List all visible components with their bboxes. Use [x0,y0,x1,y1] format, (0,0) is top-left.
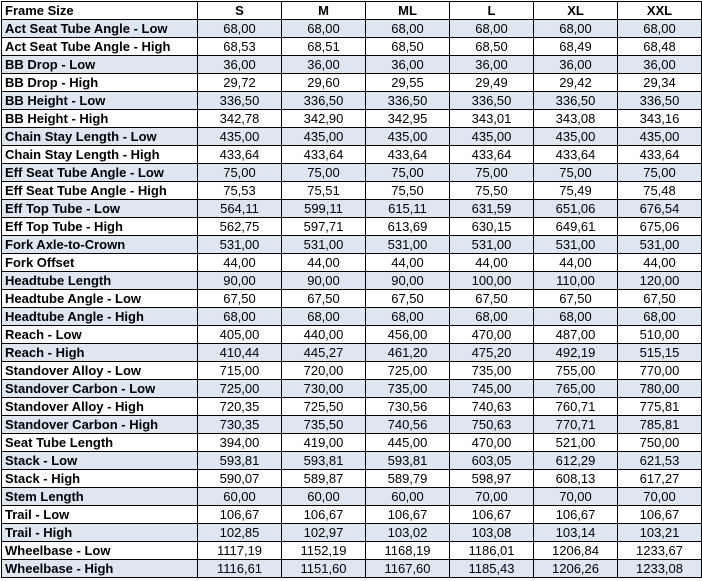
table-cell: 435,00 [450,128,534,146]
row-label: Eff Seat Tube Angle - Low [2,164,198,182]
table-cell: 564,11 [198,200,282,218]
table-cell: 342,90 [282,110,366,128]
table-row [2,362,702,380]
table-cell: 1167,60 [366,560,450,578]
row-label: BB Height - Low [2,92,198,110]
table-cell: 649,61 [534,218,618,236]
table-cell: 75,50 [366,182,450,200]
table-cell: 394,00 [198,434,282,452]
table-cell: 445,27 [282,344,366,362]
table-cell: 470,00 [450,434,534,452]
table-cell: 68,00 [450,20,534,38]
table-cell: 765,00 [534,380,618,398]
header-size-s: S [198,2,282,20]
table-cell: 102,97 [282,524,366,542]
table-cell: 68,48 [618,38,702,56]
table-cell: 730,35 [198,416,282,434]
table-cell: 75,48 [618,182,702,200]
table-cell: 60,00 [198,488,282,506]
table-cell: 419,00 [282,434,366,452]
table-cell: 70,00 [618,488,702,506]
table-cell: 106,67 [534,506,618,524]
table-cell: 770,71 [534,416,618,434]
table-cell: 29,55 [366,74,450,92]
table-cell: 745,00 [450,380,534,398]
table-cell: 70,00 [450,488,534,506]
table-cell: 631,59 [450,200,534,218]
table-cell: 590,07 [198,470,282,488]
table-cell: 770,00 [618,362,702,380]
row-label: Trail - Low [2,506,198,524]
table-cell: 433,64 [534,146,618,164]
table-cell: 470,00 [450,326,534,344]
table-row [2,128,702,146]
row-label: BB Height - High [2,110,198,128]
table-cell: 29,72 [198,74,282,92]
table-cell: 676,54 [618,200,702,218]
table-row [2,560,702,578]
table-cell: 435,00 [198,128,282,146]
table-row [2,344,702,362]
table-cell: 475,20 [450,344,534,362]
header-frame-size: Frame Size [2,2,198,20]
table-cell: 68,00 [198,308,282,326]
table-cell: 68,00 [618,308,702,326]
table-cell: 1168,19 [366,542,450,560]
table-cell: 68,00 [282,20,366,38]
table-cell: 730,56 [366,398,450,416]
table-cell: 44,00 [282,254,366,272]
table-cell: 60,00 [366,488,450,506]
table-cell: 531,00 [366,236,450,254]
table-cell: 617,27 [618,470,702,488]
table-cell: 120,00 [618,272,702,290]
table-cell: 103,21 [618,524,702,542]
table-cell: 435,00 [618,128,702,146]
table-cell: 44,00 [534,254,618,272]
row-label: Wheelbase - Low [2,542,198,560]
table-cell: 75,00 [534,164,618,182]
table-cell: 1233,08 [618,560,702,578]
table-cell: 1117,19 [198,542,282,560]
table-cell: 106,67 [450,506,534,524]
table-cell: 67,50 [534,290,618,308]
row-label: Wheelbase - High [2,560,198,578]
table-cell: 67,50 [450,290,534,308]
table-cell: 44,00 [450,254,534,272]
table-cell: 750,00 [618,434,702,452]
table-cell: 106,67 [198,506,282,524]
table-cell: 36,00 [366,56,450,74]
table-cell: 67,50 [282,290,366,308]
row-label: Stack - High [2,470,198,488]
table-cell: 740,56 [366,416,450,434]
table-cell: 531,00 [450,236,534,254]
table-cell: 597,71 [282,218,366,236]
table-cell: 435,00 [534,128,618,146]
table-row [2,290,702,308]
table-cell: 621,53 [618,452,702,470]
row-label: Seat Tube Length [2,434,198,452]
table-cell: 487,00 [534,326,618,344]
table-cell: 440,00 [282,326,366,344]
table-cell: 343,01 [450,110,534,128]
table-cell: 562,75 [198,218,282,236]
table-cell: 593,81 [198,452,282,470]
row-label: Headtube Length [2,272,198,290]
table-cell: 531,00 [618,236,702,254]
table-cell: 336,50 [366,92,450,110]
table-cell: 785,81 [618,416,702,434]
table-cell: 68,53 [198,38,282,56]
table-cell: 435,00 [282,128,366,146]
table-cell: 75,49 [534,182,618,200]
table-cell: 336,50 [282,92,366,110]
table-cell: 1206,26 [534,560,618,578]
table-cell: 1152,19 [282,542,366,560]
table-cell: 598,97 [450,470,534,488]
table-cell: 1233,67 [618,542,702,560]
table-cell: 740,63 [450,398,534,416]
table-cell: 720,00 [282,362,366,380]
table-cell: 1116,61 [198,560,282,578]
table-cell: 44,00 [198,254,282,272]
table-cell: 715,00 [198,362,282,380]
table-cell: 343,16 [618,110,702,128]
table-row [2,236,702,254]
table-cell: 68,00 [450,308,534,326]
table-cell: 615,11 [366,200,450,218]
table-cell: 75,50 [450,182,534,200]
table-row [2,38,702,56]
row-label: BB Drop - Low [2,56,198,74]
table-cell: 608,13 [534,470,618,488]
table-cell: 336,50 [450,92,534,110]
table-row [2,110,702,128]
table-cell: 67,50 [198,290,282,308]
table-cell: 103,14 [534,524,618,542]
table-row [2,326,702,344]
table-cell: 68,49 [534,38,618,56]
table-cell: 102,85 [198,524,282,542]
row-label: Chain Stay Length - High [2,146,198,164]
row-label: Act Seat Tube Angle - Low [2,20,198,38]
table-cell: 775,81 [618,398,702,416]
table-cell: 433,64 [366,146,450,164]
row-label: Chain Stay Length - Low [2,128,198,146]
table-cell: 589,79 [366,470,450,488]
table-row [2,434,702,452]
table-cell: 106,67 [282,506,366,524]
table-cell: 68,50 [450,38,534,56]
table-cell: 589,87 [282,470,366,488]
table-cell: 342,78 [198,110,282,128]
table-cell: 1151,60 [282,560,366,578]
table-cell: 735,50 [282,416,366,434]
row-label: Standover Carbon - Low [2,380,198,398]
table-cell: 461,20 [366,344,450,362]
table-cell: 75,51 [282,182,366,200]
table-cell: 75,00 [450,164,534,182]
row-label: Standover Carbon - High [2,416,198,434]
table-cell: 730,00 [282,380,366,398]
table-cell: 75,00 [198,164,282,182]
header-row [2,2,702,20]
table-cell: 599,11 [282,200,366,218]
table-cell: 725,00 [198,380,282,398]
table-cell: 603,05 [450,452,534,470]
table-cell: 1185,43 [450,560,534,578]
table-cell: 110,00 [534,272,618,290]
table-row [2,542,702,560]
table-cell: 531,00 [198,236,282,254]
table-cell: 780,00 [618,380,702,398]
table-cell: 725,00 [366,362,450,380]
table-cell: 433,64 [282,146,366,164]
table-cell: 445,00 [366,434,450,452]
table-cell: 75,00 [282,164,366,182]
table-cell: 29,49 [450,74,534,92]
table-cell: 36,00 [198,56,282,74]
row-label: Stack - Low [2,452,198,470]
table-cell: 651,06 [534,200,618,218]
table-cell: 612,29 [534,452,618,470]
table-cell: 29,60 [282,74,366,92]
table-cell: 67,50 [618,290,702,308]
row-label: Act Seat Tube Angle - High [2,38,198,56]
table-row [2,164,702,182]
table-cell: 593,81 [282,452,366,470]
table-cell: 75,00 [618,164,702,182]
table-row [2,182,702,200]
table-cell: 342,95 [366,110,450,128]
table-cell: 90,00 [198,272,282,290]
table-cell: 103,08 [450,524,534,542]
table-cell: 405,00 [198,326,282,344]
table-cell: 68,51 [282,38,366,56]
row-label: Fork Axle-to-Crown [2,236,198,254]
table-cell: 336,50 [198,92,282,110]
table-cell: 44,00 [618,254,702,272]
table-cell: 720,35 [198,398,282,416]
table-cell: 68,00 [534,20,618,38]
table-cell: 725,50 [282,398,366,416]
table-cell: 68,00 [198,20,282,38]
table-row [2,308,702,326]
row-label: Stem Length [2,488,198,506]
table-cell: 521,00 [534,434,618,452]
table-cell: 755,00 [534,362,618,380]
row-label: Reach - High [2,344,198,362]
table-cell: 70,00 [534,488,618,506]
table-cell: 433,64 [450,146,534,164]
geometry-table [1,1,702,578]
table-row [2,74,702,92]
table-row [2,146,702,164]
table-cell: 735,00 [366,380,450,398]
table-cell: 1206,84 [534,542,618,560]
table-row [2,218,702,236]
table-cell: 75,53 [198,182,282,200]
header-size-xl: XL [534,2,618,20]
table-row [2,452,702,470]
table-cell: 36,00 [618,56,702,74]
table-cell: 68,00 [534,308,618,326]
table-cell: 735,00 [450,362,534,380]
table-cell: 433,64 [618,146,702,164]
table-body [2,20,702,578]
table-cell: 343,08 [534,110,618,128]
row-label: Eff Top Tube - High [2,218,198,236]
row-label: Eff Top Tube - Low [2,200,198,218]
table-cell: 760,71 [534,398,618,416]
header-size-l: L [450,2,534,20]
table-row [2,272,702,290]
row-label: Standover Alloy - High [2,398,198,416]
table-row [2,506,702,524]
table-cell: 68,00 [366,308,450,326]
table-cell: 510,00 [618,326,702,344]
row-label: BB Drop - High [2,74,198,92]
table-cell: 531,00 [282,236,366,254]
table-cell: 435,00 [366,128,450,146]
table-row [2,92,702,110]
table-cell: 613,69 [366,218,450,236]
table-cell: 492,19 [534,344,618,362]
table-row [2,416,702,434]
table-cell: 68,50 [366,38,450,56]
row-label: Reach - Low [2,326,198,344]
table-cell: 103,02 [366,524,450,542]
table-cell: 456,00 [366,326,450,344]
row-label: Headtube Angle - High [2,308,198,326]
table-row [2,254,702,272]
table-cell: 29,42 [534,74,618,92]
table-cell: 593,81 [366,452,450,470]
table-cell: 67,50 [366,290,450,308]
table-cell: 336,50 [534,92,618,110]
table-cell: 60,00 [282,488,366,506]
table-cell: 68,00 [282,308,366,326]
table-cell: 750,63 [450,416,534,434]
table-cell: 68,00 [366,20,450,38]
table-cell: 106,67 [618,506,702,524]
table-cell: 515,15 [618,344,702,362]
table-cell: 36,00 [534,56,618,74]
table-cell: 75,00 [366,164,450,182]
table-cell: 90,00 [366,272,450,290]
table-cell: 106,67 [366,506,450,524]
table-cell: 68,00 [618,20,702,38]
row-label: Eff Seat Tube Angle - High [2,182,198,200]
row-label: Headtube Angle - Low [2,290,198,308]
row-label: Fork Offset [2,254,198,272]
table-cell: 29,34 [618,74,702,92]
table-row [2,380,702,398]
table-row [2,56,702,74]
header-size-ml: ML [366,2,450,20]
table-cell: 100,00 [450,272,534,290]
table-cell: 410,44 [198,344,282,362]
header-size-xxl: XXL [618,2,702,20]
table-cell: 36,00 [282,56,366,74]
row-label: Trail - High [2,524,198,542]
table-cell: 630,15 [450,218,534,236]
row-label: Standover Alloy - Low [2,362,198,380]
table-cell: 1186,01 [450,542,534,560]
table-row [2,470,702,488]
table-row [2,200,702,218]
table-row [2,488,702,506]
table-row [2,524,702,542]
table-cell: 433,64 [198,146,282,164]
table-cell: 44,00 [366,254,450,272]
table-cell: 336,50 [618,92,702,110]
table-cell: 531,00 [534,236,618,254]
table-cell: 36,00 [450,56,534,74]
table-row [2,20,702,38]
header-size-m: M [282,2,366,20]
table-cell: 90,00 [282,272,366,290]
table-cell: 675,06 [618,218,702,236]
table-row [2,398,702,416]
